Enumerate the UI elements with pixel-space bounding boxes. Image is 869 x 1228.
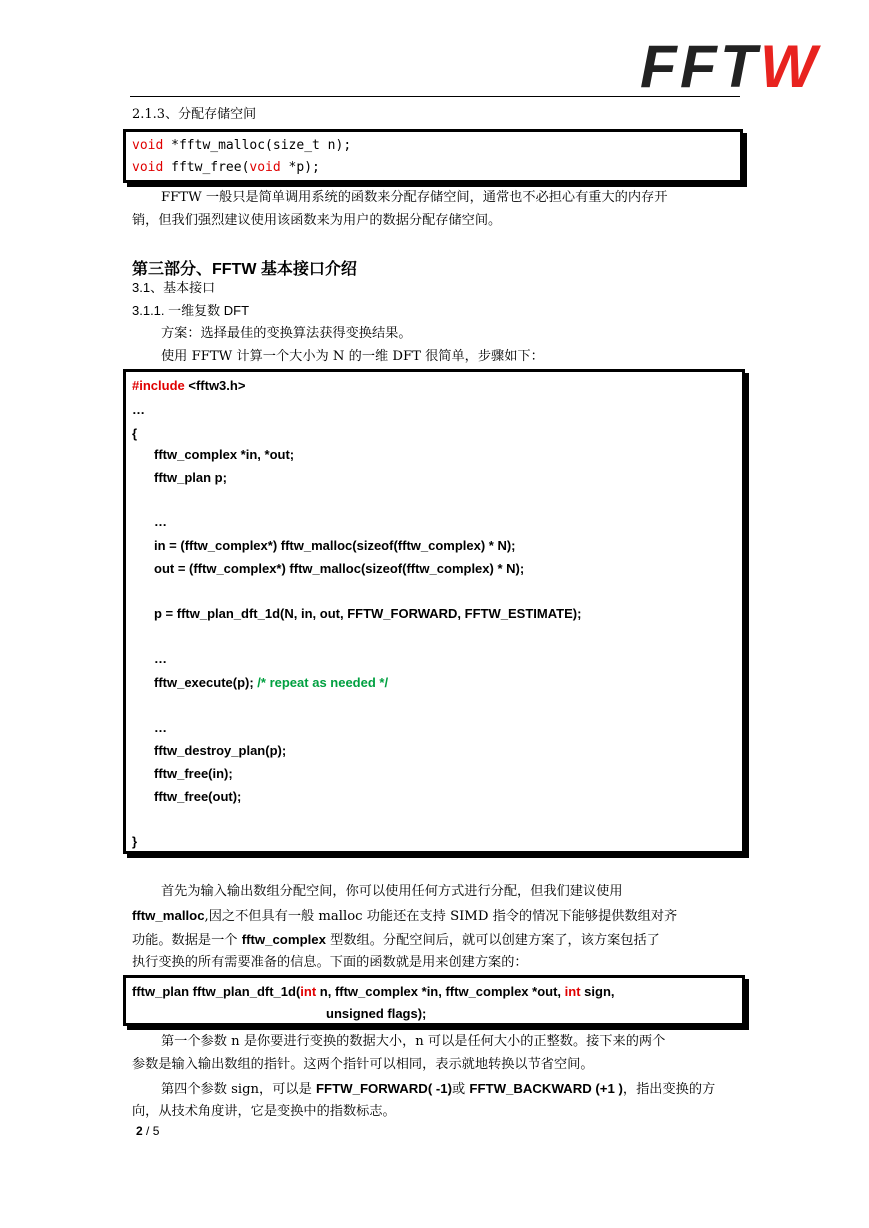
code-plan: p = fftw_plan_dft_1d(N, in, out, FFTW_FORWARD, FFTW_ESTIMATE); bbox=[154, 606, 582, 621]
code-keyword: int bbox=[564, 984, 581, 999]
code-alloc-out: out = (fftw_complex*) fftw_malloc(sizeof(fftw_complex) * N); bbox=[154, 561, 525, 576]
page-number: 2 / 5 bbox=[136, 1124, 160, 1138]
params-line4: 向，从技术角度讲，它是变换中的指数标志。 bbox=[132, 1104, 396, 1119]
signature-line2: unsigned flags); bbox=[326, 1006, 427, 1021]
code-keyword: int bbox=[300, 984, 317, 999]
signature-line1: fftw_plan fftw_plan_dft_1d(int n, fftw_complex *in, fftw_complex *out, int sign, bbox=[132, 984, 615, 999]
explain-line4: 执行变换的所有需要准备的信息。下面的函数就是用来创建方案的： bbox=[132, 955, 528, 970]
steps-description: 使用 FFTW 计算一个大小为 N 的一维 DFT 很简单，步骤如下： bbox=[161, 349, 544, 364]
logo-letter-t: T bbox=[720, 33, 757, 92]
code-box-signature bbox=[123, 975, 745, 1026]
part3-heading: 第三部分、FFTW 基本接口介绍 bbox=[132, 261, 357, 278]
code-free-in: fftw_free(in); bbox=[154, 766, 233, 781]
code-keyword: void bbox=[132, 138, 164, 153]
code-ellipsis: … bbox=[154, 514, 167, 529]
logo-letter-f2: F bbox=[680, 33, 717, 92]
code-ellipsis: … bbox=[154, 651, 167, 666]
logo-letter-w: W bbox=[760, 33, 817, 92]
inline-code: FFTW_BACKWARD (+1 ) bbox=[469, 1081, 623, 1096]
inline-code: fftw_complex bbox=[241, 932, 326, 947]
code-free-out: fftw_free(out); bbox=[154, 789, 242, 804]
paragraph-malloc-line1: FFTW 一般只是简单调用系统的函数来分配存储空间，通常也不必担心有重大的内存开 bbox=[161, 190, 668, 205]
code-keyword: void bbox=[132, 160, 164, 175]
code-destroy-plan: fftw_destroy_plan(p); bbox=[154, 743, 287, 758]
code-alloc-in: in = (fftw_complex*) fftw_malloc(sizeof(fftw_complex) * N); bbox=[154, 538, 516, 553]
code-line-free: void fftw_free(void *p); bbox=[132, 160, 320, 175]
inline-code: FFTW_FORWARD( -1) bbox=[316, 1081, 453, 1096]
code-execute: fftw_execute(p); /* repeat as needed */ bbox=[154, 675, 389, 690]
explain-line1: 首先为输入输出数组分配空间，你可以使用任何方式进行分配，但我们建议使用 bbox=[161, 884, 623, 899]
code-close-brace: } bbox=[132, 834, 138, 849]
code-ellipsis: … bbox=[132, 402, 145, 417]
plan-description: 方案：选择最佳的变换算法获得变换结果。 bbox=[161, 326, 412, 341]
code-line-malloc: void *fftw_malloc(size_t n); bbox=[132, 138, 352, 153]
section-title-2-1-3: 2.1.3、分配存储空间 bbox=[132, 107, 257, 122]
explain-line3: 功能。数据是一个 fftw_complex 型数组。分配空间后，就可以创建方案了，该方案包括了 bbox=[132, 932, 660, 948]
inline-code: fftw_malloc bbox=[132, 908, 205, 923]
code-open-brace: { bbox=[132, 426, 138, 441]
code-decl-complex: fftw_complex *in, *out; bbox=[154, 447, 295, 462]
header-rule bbox=[130, 96, 740, 97]
code-include: #include <fftw3.h> bbox=[132, 378, 246, 393]
section-3-1: 3.1、基本接口 bbox=[132, 280, 216, 295]
code-keyword: void bbox=[249, 160, 281, 175]
logo-letter-f1: F bbox=[640, 33, 677, 92]
params-line2: 参数是输入输出数组的指针。这两个指针可以相同，表示就地转换以节省空间。 bbox=[132, 1057, 594, 1072]
params-line3: 第四个参数 sign，可以是 FFTW_FORWARD( -1)或 FFTW_BACKWARD (+1 )，指出变换的方 bbox=[161, 1081, 716, 1097]
code-decl-plan: fftw_plan p; bbox=[154, 470, 227, 485]
code-ellipsis: … bbox=[154, 720, 167, 735]
explain-line2: fftw_malloc,因之不但具有一般 malloc 功能还在支持 SIMD 指令的情况下能够提供数组对齐 bbox=[132, 908, 678, 924]
code-comment: /* repeat as needed */ bbox=[253, 675, 389, 690]
params-line1: 第一个参数 n 是你要进行变换的数据大小，n 可以是任何大小的正整数。接下来的两个 bbox=[161, 1034, 666, 1049]
fftw-logo bbox=[640, 30, 830, 92]
section-3-1-1: 3.1.1. 一维复数 DFT bbox=[132, 303, 250, 318]
paragraph-malloc-line2: 销，但我们强烈建议使用该函数来为用户的数据分配存储空间。 bbox=[132, 213, 502, 228]
